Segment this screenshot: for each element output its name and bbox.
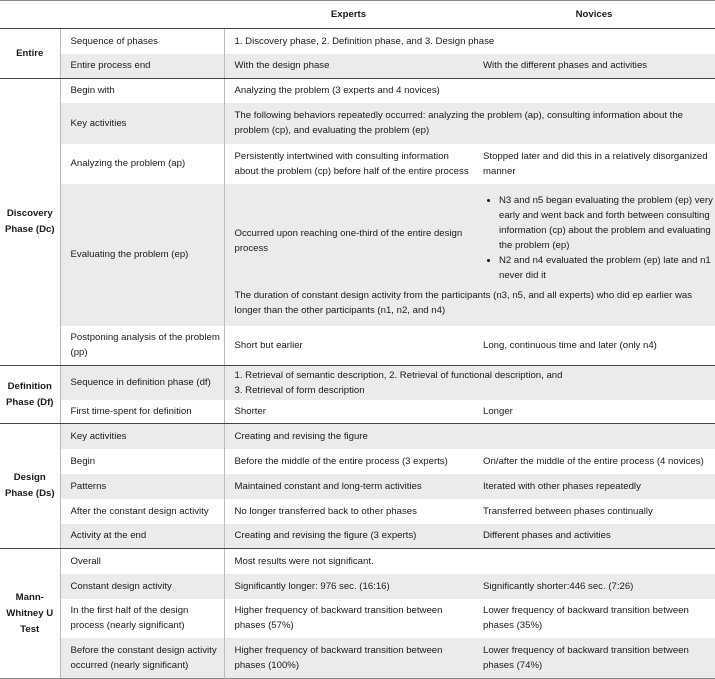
experts-cell: No longer transferred back to other phases — [234, 505, 417, 517]
row-label: Sequence in definition phase (df) — [60, 366, 224, 400]
table-row — [0, 326, 715, 366]
experts-cell: Maintained constant and long-term activities — [224, 474, 473, 499]
row-label: Begin — [60, 449, 224, 474]
table-row — [0, 574, 715, 599]
row-label: Evaluating the problem (ep) — [60, 184, 224, 326]
shared-note: The duration of constant design activity from the participants (n3, n5, and all experts) who did ep earlier was longer than the other participants (n1, n2, and n4) — [224, 288, 715, 326]
header-row — [0, 1, 715, 29]
experts-cell: Short but earlier — [224, 326, 473, 366]
table-row — [0, 499, 715, 524]
header-blank-2 — [60, 1, 224, 29]
shared-cell: Most results were not significant. — [234, 555, 374, 567]
experts-cell: Occurred upon reaching one-third of the entire design process — [224, 184, 473, 288]
novices-cell: Lower frequency of backward transition between phases (35%) — [483, 605, 689, 631]
header-experts: Experts — [224, 1, 473, 29]
section-mann-whitney: Mann-Whitney U Test — [0, 549, 60, 679]
section-design: Design Phase (Ds) — [0, 424, 60, 549]
table-row — [0, 549, 715, 574]
novices-cell: With the different phases and activities — [473, 54, 715, 79]
novices-cell: Lower frequency of backward transition between phases (74%) — [473, 638, 715, 679]
novices-cell: Stopped later and did this in a relatively disorganized manner — [483, 150, 708, 177]
novices-cell — [473, 184, 715, 288]
row-label: After the constant design activity — [60, 499, 224, 524]
list-item: • N3 and n5 began evaluating the problem (ep) very early and went back and forth between consulting information (cp) about the problem and evaluating the problem (ep) — [499, 193, 715, 253]
row-label: Key activities — [60, 424, 224, 449]
table-row — [0, 449, 715, 474]
list-item: • N2 and n4 evaluated the problem (ep) late and n1 never did it — [499, 253, 715, 283]
header-blank-1 — [0, 1, 60, 29]
table-row — [0, 54, 715, 79]
novices-cell: Long, continuous time and later (only n4) — [473, 326, 715, 366]
novices-cell: Transferred between phases continually — [483, 505, 653, 517]
shared-cell: The following behaviors repeatedly occurred: analyzing the problem (ap), consulting information about the problem (cp), and evaluating the problem (ep) — [224, 103, 715, 144]
row-label: Overall — [60, 549, 224, 574]
table-row — [0, 524, 715, 549]
shared-cell: 1. Retrieval of semantic description, 2. Retrieval of functional description, and 3. Retrieval of form description — [224, 366, 715, 400]
novices-cell: Significantly shorter:446 sec. (7:26) — [473, 574, 715, 599]
novices-cell: Different phases and activities — [473, 524, 715, 549]
table-row — [0, 400, 715, 424]
table-row — [0, 144, 715, 184]
table-row — [0, 79, 715, 103]
row-label: Constant design activity — [60, 574, 224, 599]
novices-cell: Longer — [473, 400, 715, 424]
experts-cell: Persistently intertwined with consulting information about the problem (cp) before half of the entire process — [234, 150, 469, 177]
header-novices: Novices — [473, 1, 715, 29]
table-row — [0, 599, 715, 638]
row-label: Entire process end — [60, 54, 224, 79]
row-label: Patterns — [60, 474, 224, 499]
table-row — [0, 184, 715, 288]
novices-cell: On/after the middle of the entire process (4 novices) — [483, 455, 704, 467]
row-label: Key activities — [60, 103, 224, 144]
experts-cell: Significantly longer: 976 sec. (16:16) — [224, 574, 473, 599]
section-definition: Definition Phase (Df) — [0, 366, 60, 424]
row-label: In the first half of the design process (nearly significant) — [60, 599, 224, 638]
section-discovery: Discovery Phase (Dc) — [0, 79, 60, 366]
row-label: Before the constant design activity occurred (nearly significant) — [60, 638, 224, 679]
row-label: Postponing analysis of the problem (pp) — [60, 326, 224, 366]
table-row — [0, 424, 715, 449]
experts-cell: Higher frequency of backward transition between phases (57%) — [234, 605, 443, 631]
table-row — [0, 638, 715, 679]
experts-cell: Higher frequency of backward transition between phases (100%) — [224, 638, 473, 679]
table-row — [0, 103, 715, 144]
table-row — [0, 366, 715, 400]
novices-cell: Iterated with other phases repeatedly — [473, 474, 715, 499]
row-label: Activity at the end — [60, 524, 224, 549]
row-label: First time-spent for definition — [60, 400, 224, 424]
row-label: Analyzing the problem (ap) — [60, 144, 224, 184]
row-label: Sequence of phases — [60, 29, 224, 54]
section-entire: Entire — [0, 29, 60, 79]
experts-cell: With the design phase — [224, 54, 473, 79]
experts-cell: Creating and revising the figure (3 experts) — [224, 524, 473, 549]
table-row — [0, 29, 715, 54]
experts-cell: Shorter — [224, 400, 473, 424]
shared-cell: Analyzing the problem (3 experts and 4 novices) — [234, 85, 440, 97]
experts-cell: Before the middle of the entire process (3 experts) — [234, 455, 448, 467]
shared-cell: Creating and revising the figure — [224, 424, 715, 449]
row-label: Begin with — [60, 79, 224, 103]
novices-bullet-list — [483, 193, 715, 283]
table-row — [0, 474, 715, 499]
shared-cell: 1. Discovery phase, 2. Definition phase, and 3. Design phase — [234, 35, 495, 47]
